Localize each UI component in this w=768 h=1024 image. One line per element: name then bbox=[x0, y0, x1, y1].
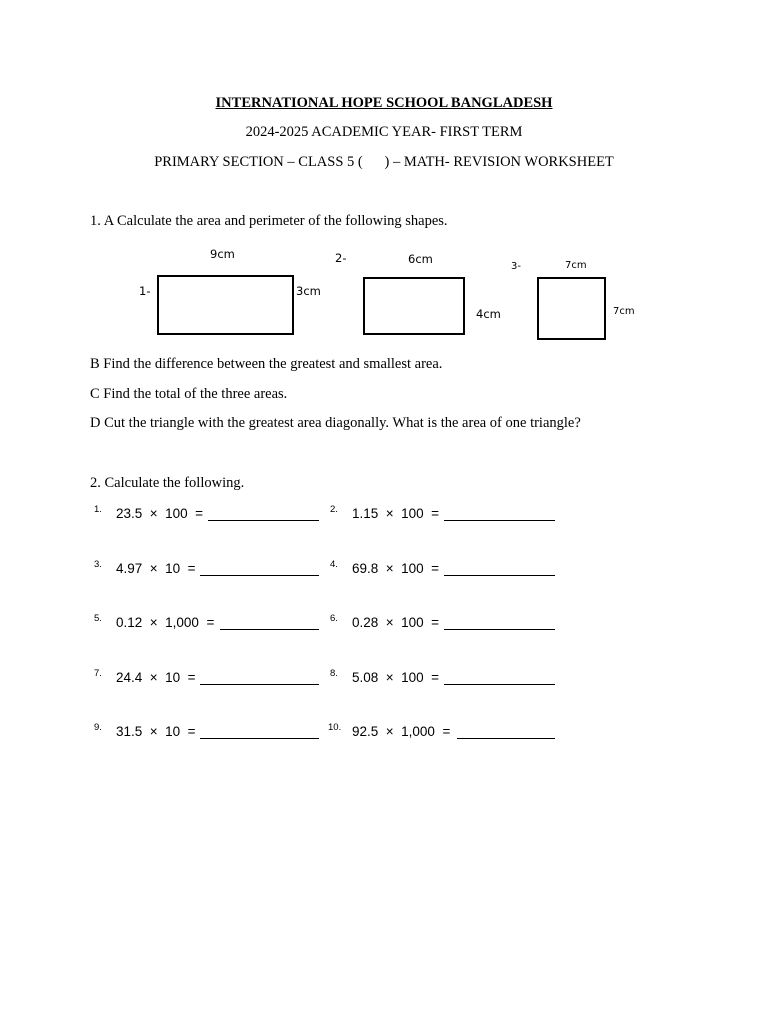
question-1-part-d: D Cut the triangle with the greatest area diagonally. What is the area of one triangle? bbox=[90, 415, 581, 431]
shape-2-label: 2- bbox=[335, 251, 347, 265]
item-number: 4. bbox=[330, 559, 338, 570]
school-name: INTERNATIONAL HOPE SCHOOL BANGLADESH bbox=[215, 95, 553, 111]
item-number: 10. bbox=[328, 722, 342, 733]
item-expression: 5.08 × 100 = bbox=[352, 670, 440, 685]
item-expression: 23.5 × 100 = bbox=[116, 506, 204, 521]
item-expression: 0.28 × 100 = bbox=[352, 615, 440, 630]
answer-blank[interactable] bbox=[444, 684, 555, 685]
answer-blank[interactable] bbox=[457, 738, 555, 739]
item-expression: 1.15 × 100 = bbox=[352, 506, 440, 521]
answer-blank[interactable] bbox=[200, 684, 319, 685]
item-number: 8. bbox=[330, 668, 338, 679]
item-number: 3. bbox=[94, 559, 102, 570]
shape-2-rectangle bbox=[363, 277, 465, 335]
item-number: 6. bbox=[330, 613, 338, 624]
answer-blank[interactable] bbox=[444, 520, 555, 521]
answer-blank[interactable] bbox=[444, 575, 555, 576]
item-number: 1. bbox=[94, 504, 102, 515]
question-2-heading: 2. Calculate the following. bbox=[90, 475, 245, 491]
shape-3-width-label: 7cm bbox=[565, 260, 587, 271]
shape-3-label: 3- bbox=[511, 261, 521, 272]
shape-1-rectangle bbox=[157, 275, 294, 335]
answer-blank[interactable] bbox=[444, 629, 555, 630]
section-title: PRIMARY SECTION – CLASS 5 ( ) – MATH- REVISION WORKSHEET bbox=[154, 154, 614, 170]
answer-blank[interactable] bbox=[200, 575, 319, 576]
item-expression: 69.8 × 100 = bbox=[352, 561, 440, 576]
question-1-part-c: C Find the total of the three areas. bbox=[90, 386, 288, 402]
item-expression: 4.97 × 10 = bbox=[116, 561, 196, 576]
shape-2-height-label: 4cm bbox=[476, 307, 501, 321]
shape-1-width-label: 9cm bbox=[210, 247, 235, 261]
item-number: 7. bbox=[94, 668, 102, 679]
shape-3-height-label: 7cm bbox=[613, 306, 635, 317]
question-1-part-b: B Find the difference between the greatest and smallest area. bbox=[90, 356, 443, 372]
shape-1-height-label: 3cm bbox=[296, 284, 321, 298]
item-number: 9. bbox=[94, 722, 102, 733]
item-expression: 92.5 × 1,000 = bbox=[352, 724, 451, 739]
shape-2-width-label: 6cm bbox=[408, 252, 433, 266]
item-number: 2. bbox=[330, 504, 338, 515]
item-expression: 31.5 × 10 = bbox=[116, 724, 196, 739]
question-1-heading: 1. A Calculate the area and perimeter of the following shapes. bbox=[90, 213, 448, 229]
answer-blank[interactable] bbox=[208, 520, 319, 521]
item-expression: 0.12 × 1,000 = bbox=[116, 615, 215, 630]
academic-year: 2024-2025 ACADEMIC YEAR- FIRST TERM bbox=[245, 124, 523, 140]
answer-blank[interactable] bbox=[200, 738, 319, 739]
shape-3-square bbox=[537, 277, 606, 340]
item-expression: 24.4 × 10 = bbox=[116, 670, 196, 685]
item-number: 5. bbox=[94, 613, 102, 624]
answer-blank[interactable] bbox=[220, 629, 319, 630]
shape-1-label: 1- bbox=[139, 284, 151, 298]
